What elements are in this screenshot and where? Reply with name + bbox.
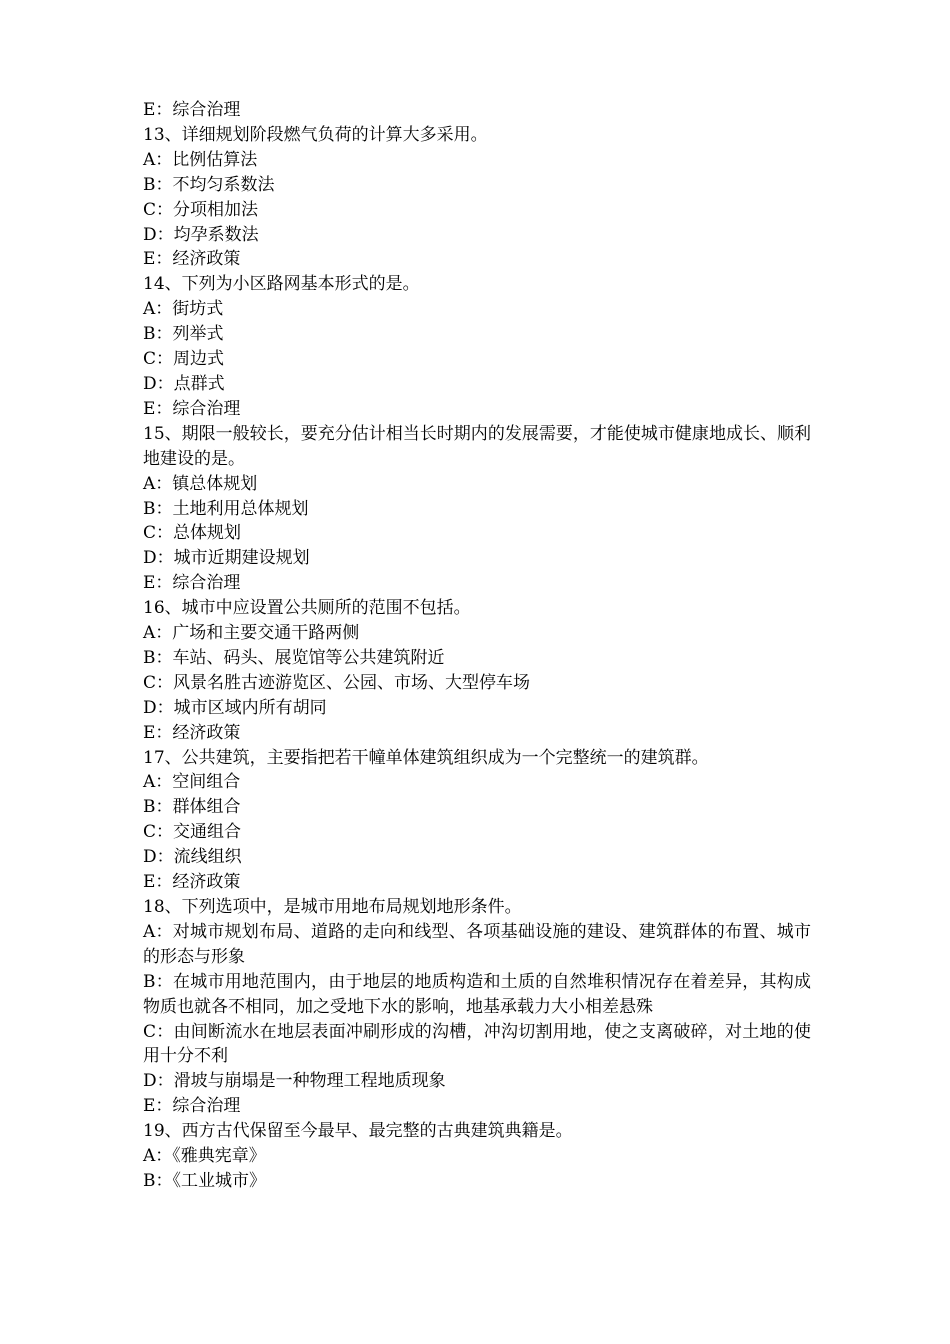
- option-d-q16: D：城市区域内所有胡同: [143, 697, 327, 718]
- question-16: 16、城市中应设置公共厕所的范围不包括。: [143, 598, 471, 619]
- question-19: 19、西方古代保留至今最早、最完整的古典建筑典籍是。: [143, 1121, 573, 1142]
- question-18: 18、下列选项中，是城市用地布局规划地形条件。: [143, 897, 522, 917]
- question-13: 13、详细规划阶段燃气负荷的计算大多采用。: [143, 124, 488, 145]
- option-d-q14: D：点群式: [143, 373, 225, 394]
- option-c-q16: C：风景名胜古迹游览区、公园、市场、大型停车场: [143, 672, 531, 693]
- option-b-q18: B：在城市用地范围内，由于地层的地质构造和土质的自然堆积情况存在着差异，其构成物质也就各不相同，加之受地下水的影响，地基承载力大小相差悬殊: [143, 971, 811, 1017]
- option-c-q18: C：由间断流水在地层表面冲刷形成的沟槽，冲沟切割用地，使之支离破碎，对土地的使用十分不利: [143, 1021, 811, 1067]
- option-d-q13: D：均孕系数法: [143, 224, 259, 245]
- option-a-q17: A：空间组合: [143, 772, 241, 793]
- option-a-q16: A：广场和主要交通干路两侧: [143, 623, 360, 644]
- option-a-q14: A：街坊式: [143, 299, 224, 320]
- option-b-q19: B：《工业城市》: [143, 1170, 266, 1191]
- option-e-q16: E：经济政策: [143, 722, 241, 743]
- option-e-q13: E：经济政策: [143, 249, 241, 270]
- option-b-q15: B：土地利用总体规划: [143, 498, 309, 519]
- option-c-q14: C：周边式: [143, 349, 225, 370]
- option-c-q13: C：分项相加法: [143, 199, 259, 220]
- question-15: 15、期限一般较长，要充分估计相当长时期内的发展需要，才能使城市健康地成长、顺利地建设的是。: [143, 423, 811, 469]
- question-14: 14、下列为小区路网基本形式的是。: [143, 274, 420, 295]
- option-a-q19: A：《雅典宪章》: [143, 1146, 266, 1167]
- option-e-q18: E：综合治理: [143, 1096, 241, 1117]
- option-a-q15: A：镇总体规划: [143, 473, 258, 494]
- option-b-q17: B：群体组合: [143, 797, 241, 818]
- document-body: [143, 98, 811, 1194]
- option-b-q13: B：不均匀系数法: [143, 174, 275, 195]
- option-c-q15: C：总体规划: [143, 523, 242, 544]
- option-e-q12: E：综合治理: [143, 100, 241, 120]
- option-a-q18: A：对城市规划布局、道路的走向和线型、各项基础设施的建设、建筑群体的布置、城市的形态与形象: [143, 921, 811, 967]
- option-c-q17: C：交通组合: [143, 822, 242, 843]
- option-e-q17: E：经济政策: [143, 872, 241, 893]
- option-e-q14: E：综合治理: [143, 398, 241, 419]
- question-17: 17、公共建筑，主要指把若干幢单体建筑组织成为一个完整统一的建筑群。: [143, 747, 709, 768]
- option-d-q17: D：流线组织: [143, 847, 242, 868]
- option-d-q15: D：城市近期建设规划: [143, 548, 310, 569]
- option-b-q14: B：列举式: [143, 324, 224, 345]
- option-b-q16: B：车站、码头、展览馆等公共建筑附近: [143, 647, 445, 668]
- option-a-q13: A：比例估算法: [143, 149, 258, 170]
- option-e-q15: E：综合治理: [143, 573, 241, 594]
- option-d-q18: D：滑坡与崩塌是一种物理工程地质现象: [143, 1071, 446, 1092]
